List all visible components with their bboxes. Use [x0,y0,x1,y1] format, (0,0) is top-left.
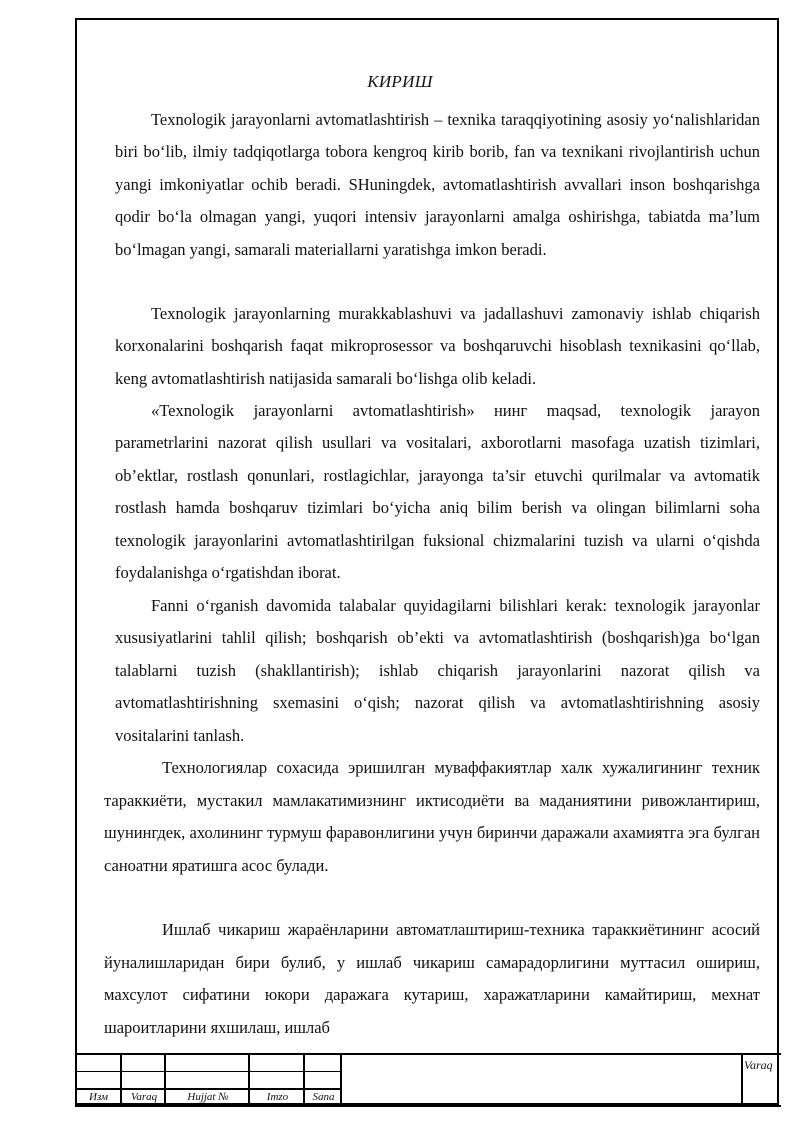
stamp-label-signature: Imzo [266,1091,289,1103]
stamp-label-change: Изм [89,1091,108,1103]
sheet-number-label: Varaq [744,1058,773,1072]
stamp-bottom-line [75,1105,781,1107]
section-title: КИРИШ [367,72,433,91]
paragraph-2: Texnologik jarayonlarning murakkablashuvi va jadallashuvi zamonaviy ishlab chiqarish korxonalarini boshqarish faqat mikroprosessor va boshqaruvchi hisoblash texnikasini qo‘llab, keng avtomatlashtirish natijasida samarali bo‘lishga olib keladi. [115,304,760,388]
stamp-label-sheet: Varaq [130,1091,158,1103]
stamp-label-date: Sana [312,1091,335,1103]
paragraph-4: Fanni o‘rganish davomida talabalar quyidagilarni bilishlari kerak: texnologik jarayonlar xususiyatlarini tahlil qilish; boshqarish ob’ekti va avtomatlashtirish (boshqarish)ga bo‘lgan talablarni tuzish (shakllantirish); ishlab chiqarish jarayonlarini nazorat qilish va avtomatlashtirishning sxemasini o‘qish; nazorat qilish va avtomatlashtirishning asosiy vositalarini tanlash. [115,596,760,745]
stamp-label-document-number: Hujjat № [187,1091,229,1103]
stamp-row-line-1 [75,1071,342,1072]
paragraph-6: Ишлаб чикариш жараёнларини автоматлаштириш-техника тараккиётининг асосий йуналишларидан бири булиб, у ишлаб чикариш самарадорлигини муттасил ошириш, махсулот сифатини юкори даражага кутариш, харажатларини камайтириш, мехнат шароитларини яхшилаш, ишлаб [104,920,760,1037]
paragraph-3: «Texnologik jarayonlarni avtomatlashtirish» нинг maqsad, texnologik jarayon parametrlarini nazorat qilish usullari va vositalari, axborotlarni masofaga uzatish tizimlari, ob’ektlar, rostlash qonunlari, rostlagichlar, jarayonga ta’sir etuvchi qurilmalar va avtomatik rostlash hamda boshqaruv tizimlari bo‘yicha aniq bilim berish va olingan bilimlarni soha texnologik jarayonlarini avtomatlashtirilgan fuksional chizmalarini tuzish va ularni o‘qishda foydalanishga o‘rgatishdan iborat. [115,401,760,583]
paragraph-5: Технологиялар сохасида эришилган муваффакиятлар халк хужалигининг техник тараккиёти, мустакил мамлакатимизнинг иктисодиёти ва маданиятини ривожлантириш, шунингдек, ахолининг турмуш фаравонлигини учун биринчи даражали ахамиятга эга булган саноатни яратишга асос булади. [104,758,760,875]
paragraph-1: Texnologik jarayonlarni avtomatlashtirish – texnika taraqqiyotining asosiy yo‘nalishlaridan biri bo‘lib, ilmiy tadqiqotlarga tobora kengroq kirib borib, fan va texnikani rivojlantirish uchun yangi imkoniyatlar ochib beradi. SHuningdek, avtomatlashtirish avvallari inson boshqarishga qodir bo‘la olmagan yangi, yuqori intensiv jarayonlarni amalga oshirishga, tabiatda ma’lum bo‘lmagan yangi, samarali materiallarni yaratishga imkon beradi. [115,110,760,259]
